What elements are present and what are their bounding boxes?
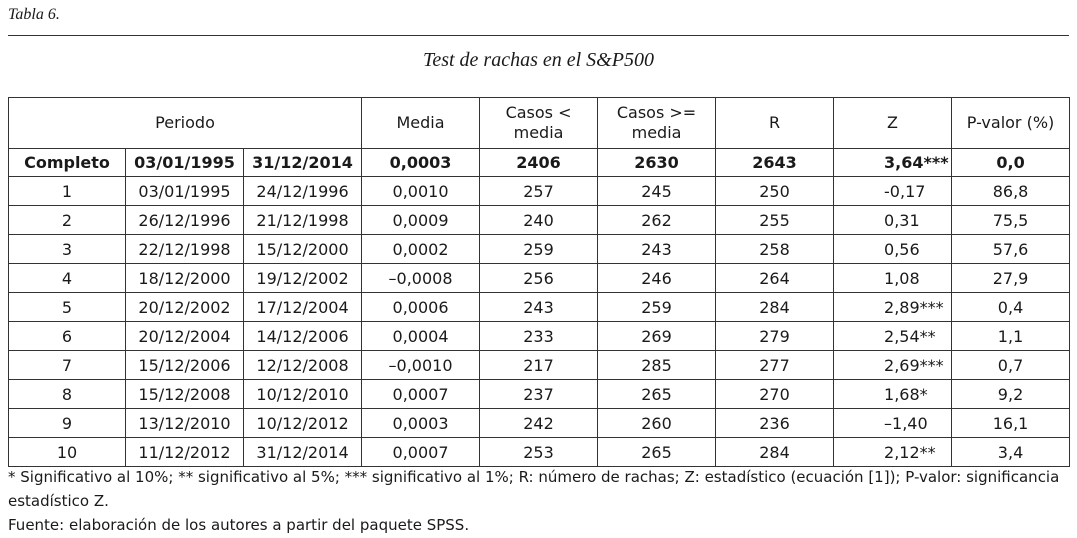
cell-media: 0,0003 [362, 409, 480, 438]
cell-periodo: 9 [9, 409, 126, 438]
cell-pvalor: 75,5 [952, 206, 1070, 235]
cell-r: 279 [716, 322, 834, 351]
cell-r: 284 [716, 293, 834, 322]
header-casos-menor-line1: Casos < [505, 103, 572, 122]
cell-pvalor: 0,7 [952, 351, 1070, 380]
cell-casos-menor: 259 [480, 235, 598, 264]
cell-media: –0,0010 [362, 351, 480, 380]
cell-z: -0,17 [834, 177, 952, 206]
cell-fin: 10/12/2012 [244, 409, 362, 438]
cell-casos-menor: 237 [480, 380, 598, 409]
cell-r: 277 [716, 351, 834, 380]
header-casos-menor [480, 98, 598, 149]
cell-media: 0,0009 [362, 206, 480, 235]
cell-inicio: 26/12/1996 [126, 206, 244, 235]
cell-casos-mayor: 260 [598, 409, 716, 438]
cell-z: 0,56 [834, 235, 952, 264]
header-casos-mayor [598, 98, 716, 149]
cell-casos-menor: 253 [480, 438, 598, 467]
cell-casos-mayor: 2630 [598, 149, 716, 177]
header-row [9, 98, 1070, 149]
cell-periodo: 8 [9, 380, 126, 409]
cell-media: 0,0004 [362, 322, 480, 351]
cell-pvalor: 3,4 [952, 438, 1070, 467]
table-row [9, 293, 1070, 322]
cell-inicio: 20/12/2004 [126, 322, 244, 351]
table-row [9, 322, 1070, 351]
cell-casos-menor: 233 [480, 322, 598, 351]
cell-fin: 24/12/1996 [244, 177, 362, 206]
cell-casos-mayor: 243 [598, 235, 716, 264]
cell-casos-mayor: 262 [598, 206, 716, 235]
cell-media: 0,0002 [362, 235, 480, 264]
cell-casos-mayor: 265 [598, 438, 716, 467]
cell-media: 0,0007 [362, 380, 480, 409]
cell-periodo: 7 [9, 351, 126, 380]
cell-fin: 31/12/2014 [244, 149, 362, 177]
table-row [9, 380, 1070, 409]
cell-periodo: 6 [9, 322, 126, 351]
table-row [9, 177, 1070, 206]
cell-inicio: 22/12/1998 [126, 235, 244, 264]
cell-pvalor: 57,6 [952, 235, 1070, 264]
runs-test-table [8, 97, 1070, 467]
cell-media: –0,0008 [362, 264, 480, 293]
cell-media: 0,0003 [362, 149, 480, 177]
cell-media: 0,0010 [362, 177, 480, 206]
cell-casos-mayor: 246 [598, 264, 716, 293]
cell-fin: 10/12/2010 [244, 380, 362, 409]
cell-z: 1,68* [834, 380, 952, 409]
cell-inicio: 11/12/2012 [126, 438, 244, 467]
header-z: Z [834, 98, 952, 149]
cell-periodo: 4 [9, 264, 126, 293]
table-row [9, 235, 1070, 264]
cell-r: 284 [716, 438, 834, 467]
cell-z: 0,31 [834, 206, 952, 235]
header-casos-mayor-line2: media [631, 123, 682, 142]
cell-casos-mayor: 245 [598, 177, 716, 206]
table-notes [8, 465, 1070, 537]
cell-pvalor: 0,0 [952, 149, 1070, 177]
source-note: Fuente: elaboración de los autores a partir del paquete SPSS. [8, 516, 470, 534]
cell-pvalor: 9,2 [952, 380, 1070, 409]
cell-casos-menor: 243 [480, 293, 598, 322]
cell-fin: 19/12/2002 [244, 264, 362, 293]
summary-row [9, 149, 1070, 177]
cell-inicio: 13/12/2010 [126, 409, 244, 438]
cell-casos-menor: 240 [480, 206, 598, 235]
cell-inicio: 15/12/2006 [126, 351, 244, 380]
cell-fin: 15/12/2000 [244, 235, 362, 264]
cell-z: 2,69*** [834, 351, 952, 380]
top-rule [8, 35, 1069, 36]
cell-casos-menor: 242 [480, 409, 598, 438]
header-pvalor: P-valor (%) [952, 98, 1070, 149]
cell-casos-menor: 217 [480, 351, 598, 380]
cell-casos-menor: 257 [480, 177, 598, 206]
cell-fin: 21/12/1998 [244, 206, 362, 235]
cell-pvalor: 0,4 [952, 293, 1070, 322]
cell-inicio: 15/12/2008 [126, 380, 244, 409]
cell-casos-mayor: 259 [598, 293, 716, 322]
cell-r: 255 [716, 206, 834, 235]
cell-periodo: Completo [9, 149, 126, 177]
table-row [9, 264, 1070, 293]
cell-r: 250 [716, 177, 834, 206]
table-row [9, 409, 1070, 438]
table-title: Test de rachas en el S&P500 [423, 49, 654, 71]
cell-pvalor: 27,9 [952, 264, 1070, 293]
cell-z: 1,08 [834, 264, 952, 293]
cell-r: 270 [716, 380, 834, 409]
cell-casos-mayor: 269 [598, 322, 716, 351]
cell-fin: 14/12/2006 [244, 322, 362, 351]
cell-fin: 17/12/2004 [244, 293, 362, 322]
cell-z: –1,40 [834, 409, 952, 438]
cell-media: 0,0006 [362, 293, 480, 322]
table-row [9, 438, 1070, 467]
cell-periodo: 2 [9, 206, 126, 235]
cell-periodo: 1 [9, 177, 126, 206]
cell-periodo: 5 [9, 293, 126, 322]
header-casos-menor-line2: media [513, 123, 564, 142]
cell-fin: 12/12/2008 [244, 351, 362, 380]
table-number-label: Tabla 6. [8, 6, 60, 23]
cell-casos-menor: 256 [480, 264, 598, 293]
cell-z: 3,64*** [834, 149, 952, 177]
cell-r: 2643 [716, 149, 834, 177]
cell-casos-mayor: 285 [598, 351, 716, 380]
header-media: Media [362, 98, 480, 149]
header-periodo: Periodo [9, 98, 362, 149]
cell-periodo: 10 [9, 438, 126, 467]
cell-inicio: 03/01/1995 [126, 149, 244, 177]
cell-inicio: 20/12/2002 [126, 293, 244, 322]
cell-z: 2,89*** [834, 293, 952, 322]
cell-r: 258 [716, 235, 834, 264]
cell-pvalor: 16,1 [952, 409, 1070, 438]
header-casos-mayor-line1: Casos >= [616, 103, 697, 122]
header-r: R [716, 98, 834, 149]
cell-inicio: 03/01/1995 [126, 177, 244, 206]
cell-r: 264 [716, 264, 834, 293]
table-row [9, 206, 1070, 235]
cell-pvalor: 1,1 [952, 322, 1070, 351]
significance-note: * Significativo al 10%; ** significativo al 5%; *** significativo al 1%; R: número de rachas; Z: estadístico (ecuación [1]); P-valor: significancia estadístico Z. [8, 468, 1060, 510]
cell-fin: 31/12/2014 [244, 438, 362, 467]
table-row [9, 351, 1070, 380]
cell-z: 2,12** [834, 438, 952, 467]
cell-pvalor: 86,8 [952, 177, 1070, 206]
cell-casos-menor: 2406 [480, 149, 598, 177]
cell-r: 236 [716, 409, 834, 438]
cell-inicio: 18/12/2000 [126, 264, 244, 293]
cell-periodo: 3 [9, 235, 126, 264]
cell-z: 2,54** [834, 322, 952, 351]
cell-media: 0,0007 [362, 438, 480, 467]
cell-casos-mayor: 265 [598, 380, 716, 409]
